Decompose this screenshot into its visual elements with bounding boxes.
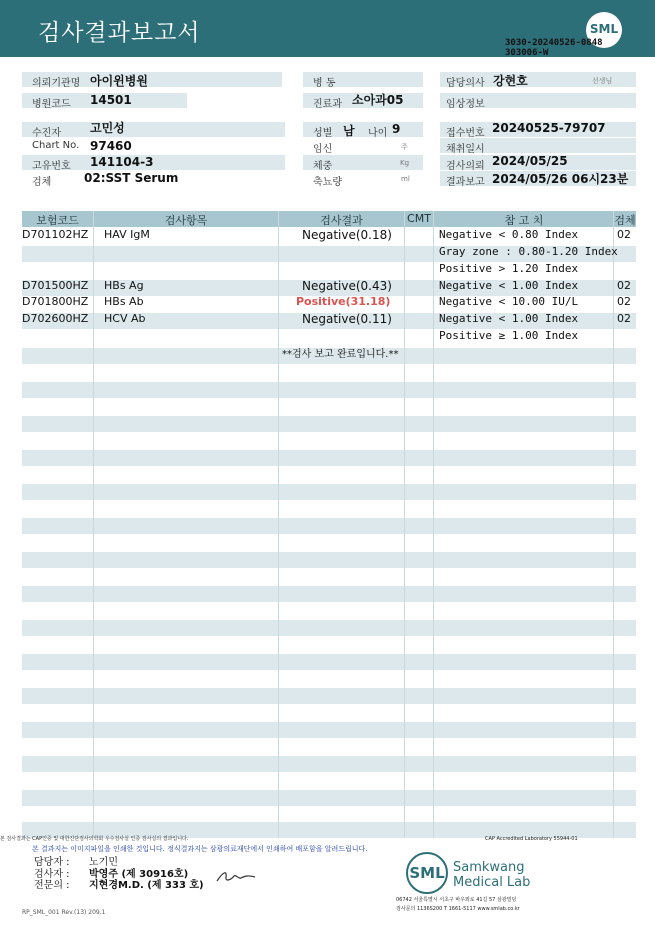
column-header-test-item: 검사항목 [164,214,208,227]
department-label: 진료과 [313,99,342,110]
column-divider [433,211,434,838]
insurance-code: D701102HZ [22,228,89,241]
document-number: 3030-20240526-0848 [505,38,603,48]
column-divider [613,211,614,838]
table-stripe [22,382,636,398]
test-item: HBs Ag [104,279,144,292]
table-stripe [22,756,636,772]
column-divider [93,211,94,838]
lab-logo-text: SML [409,864,445,882]
info-band [22,122,285,137]
weight-label: 체중 [313,161,333,172]
table-stripe [22,722,636,738]
table-stripe [22,518,636,534]
signature-icon [215,868,257,884]
cap-accreditation: CAP Accredited Laboratory 55944-01 [485,836,578,842]
examiner-label: 검사자 : [34,869,70,880]
form-code: RP_SML_001 Rev.(13) 209.1 [22,909,106,916]
test-result: Negative(0.11) [302,312,392,326]
urine-volume-label: 축뇨량 [313,177,342,188]
sex: 남 [343,124,355,138]
table-stripe [22,790,636,806]
table-stripe [22,688,636,704]
sml-logo-text: SML [589,22,619,36]
table-stripe [22,484,636,500]
specialist-name: 지현경M.D. (제 333 호) [89,880,204,891]
column-header-specimen: 검체 [614,214,636,227]
test-result-positive: Positive(31.18) [296,295,391,308]
column-divider [404,211,405,838]
insurance-code: D701800HZ [22,295,89,308]
document-subnumber: 303006-W [505,48,549,58]
certification-notice: 본 검사결과는 CAP인증 및 대한진단검사의학회 우수검사실 인증 검사실의 결과입니다. [0,836,189,842]
age-label: 나이 [368,128,388,139]
report-date-label: 결과보고 [446,177,485,188]
lab-contact: 검사문의 1136S200 T 1661-5117 www.smlab.co.kr [396,906,520,912]
table-stripe [22,586,636,602]
column-header-insurance-code: 보험코드 [36,214,79,227]
collection-date-label: 채취일시 [446,144,485,155]
chart-no: 97460 [90,139,132,153]
test-item: HCV Ab [104,312,146,325]
test-result: Negative(0.43) [302,279,392,293]
table-stripe [22,552,636,568]
column-header-cmt: CMT [407,212,431,225]
pregnancy-label: 임신 [313,144,333,155]
weight-unit: Kg [400,159,410,167]
table-stripe [22,620,636,636]
specialist-label: 전문의 : [34,880,70,891]
reference-range: Negative < 0.80 Index [439,228,579,241]
sex-label: 성별 [313,128,333,139]
request-date: 2024/05/25 [492,154,568,168]
report-complete-message: **검사 보고 완료입니다.** [282,349,399,360]
page-title: 검사결과보고서 [38,20,201,46]
hospital-code: 14501 [90,93,132,107]
specimen-code: 02 [617,228,631,241]
test-item: HBs Ab [104,295,144,308]
patient-name: 고민성 [90,121,125,135]
patient-label: 수진자 [32,128,61,139]
doctor-suffix: 선생님 [592,77,613,85]
specimen-code: 02 [617,312,631,325]
reporter-name: 노기민 [89,857,118,868]
reference-range: Negative < 10.00 IU/L [439,295,579,308]
lab-name-line-1: Samkwang [453,860,525,875]
ward-label: 병 동 [313,78,336,89]
pregnancy-unit: 주 [401,143,408,151]
hospital-code-label: 병원코드 [32,99,71,110]
chart-no-label: Chart No. [32,140,80,151]
doctor-name: 강현호 [493,74,528,88]
department: 소아과05 [352,93,404,107]
column-header-reference: 참 고 치 [504,214,544,227]
clinical-info-label: 임상정보 [446,99,485,110]
lab-address: 06742 서울특별시 서초구 바우뫼로 41길 57 삼광빌딩 [396,897,517,903]
unique-id-label: 고유번호 [32,161,71,172]
requesting-org: 아이윈병원 [90,74,148,88]
reference-range: Gray zone : 0.80-1.20 Index [439,245,618,258]
receipt-no-label: 접수번호 [446,128,485,139]
table-stripe [22,416,636,432]
reference-range: Negative < 1.00 Index [439,312,579,325]
column-divider [278,211,279,838]
specimen-code: 02 [617,279,631,292]
examiner-name: 박영주 (제 30916호) [89,869,189,880]
report-date: 2024/05/26 06시23분 [492,172,629,186]
specimen: 02:SST Serum [84,171,179,185]
reference-range: Positive ≥ 1.00 Index [439,329,579,342]
specimen-code: 02 [617,295,631,308]
urine-volume-unit: ml [401,175,410,183]
test-item: HAV IgM [104,228,150,241]
test-result: Negative(0.18) [302,228,392,242]
request-date-label: 검사의뢰 [446,161,485,172]
column-header-result: 검사결과 [320,214,363,227]
unique-id: 141104-3 [90,155,154,169]
requesting-org-label: 의뢰기관명 [32,78,81,89]
reference-range: Negative < 1.00 Index [439,279,579,292]
reference-range: Positive > 1.20 Index [439,262,579,275]
print-notice: 본 결과지는 이미지파일을 인쇄한 것입니다. 정식결과지는 삼광의료재단에서 인쇄하여 배포함을 알려드립니다. [32,845,368,853]
table-stripe [22,654,636,670]
specimen-label: 검체 [32,177,52,188]
lab-name-line-2: Medical Lab [453,875,531,890]
insurance-code: D702600HZ [22,312,89,325]
insurance-code: D701500HZ [22,279,89,292]
doctor-label: 담당의사 [446,78,485,89]
reporter-label: 담당자 : [34,857,70,868]
age: 9 [392,122,401,136]
table-stripe [22,450,636,466]
receipt-no: 20240525-79707 [492,121,606,135]
